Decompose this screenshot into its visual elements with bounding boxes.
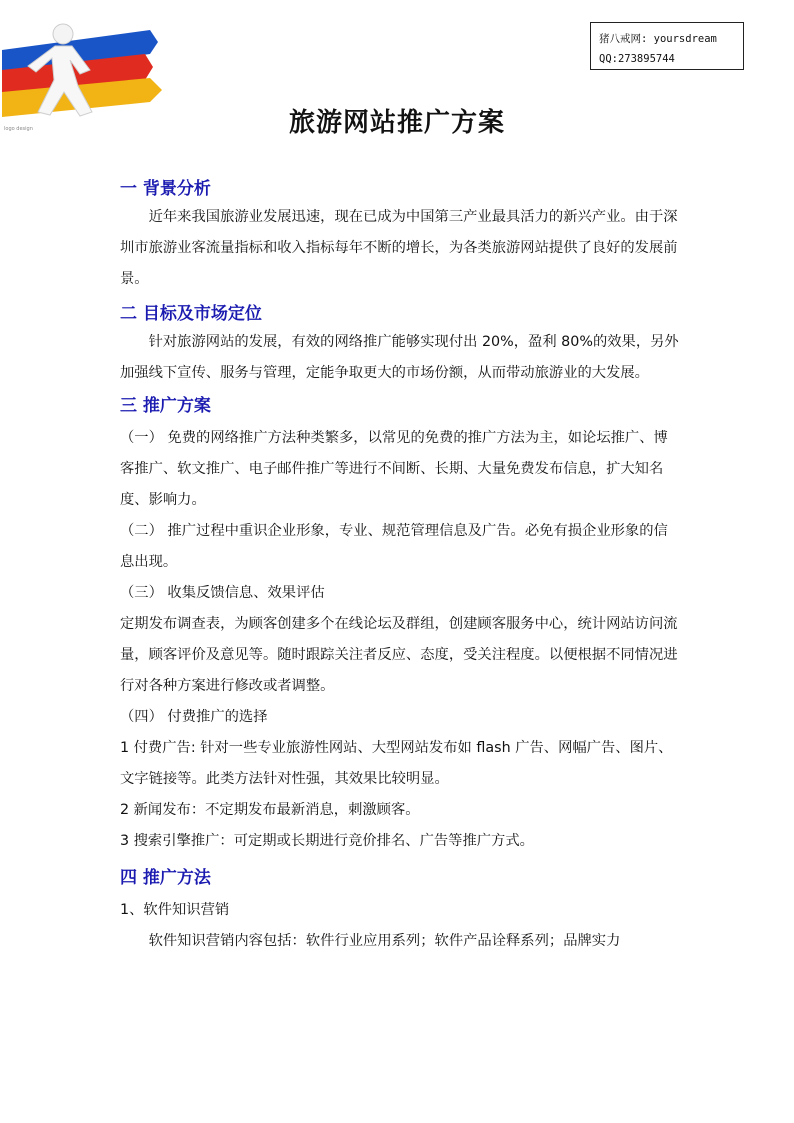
section-heading-2: 二 目标及市场定位 [120, 304, 262, 324]
paragraph: （四） 付费推广的选择 [120, 709, 268, 725]
paragraph: 3 搜索引擎推广：可定期或长期进行竞价排名、广告等推广方式。 [120, 833, 534, 849]
section-heading-1: 一 背景分析 [120, 179, 211, 199]
paragraph: 近年来我国旅游业发展迅速，现在已成为中国第三产业最具活力的新兴产业。由于深圳市旅游业客流量指标和收入指标每年不断的增长，为各类旅游网站提供了良好的发展前景。 [120, 209, 678, 287]
paragraph: （三） 收集反馈信息、效果评估 [120, 585, 325, 601]
paragraph: （二） 推广过程中重识企业形象，专业、规范管理信息及广告。必免有损企业形象的信息出现。 [120, 523, 668, 570]
paragraph: 软件知识营销内容包括：软件行业应用系列；软件产品诠释系列；品牌实力 [148, 933, 621, 949]
contact-line-1: 猪八戒网: yoursdream [599, 33, 717, 45]
paragraph: 定期发布调查表，为顾客创建多个在线论坛及群组，创建顾客服务中心，统计网站访问流量，顾客评价及意见等。随时跟踪关注者反应、态度，受关注程度。以便根据不同情况进行对各种方案进行修改或者调整。 [120, 616, 678, 694]
paragraph: （一） 免费的网络推广方法种类繁多，以常见的免费的推广方法为主，如论坛推广、博客推广、软文推广、电子邮件推广等进行不间断、长期、大量免费发布信息，扩大知名度、影响力。 [120, 430, 668, 508]
document-title: 旅游网站推广方案 [288, 108, 505, 138]
paragraph: 2 新闻发布：不定期发布最新消息，刺激顾客。 [120, 802, 420, 818]
document-body [120, 176, 680, 957]
section-heading-3: 三 推广方案 [120, 396, 211, 416]
svg-text:logo design: logo design [4, 126, 33, 132]
section-heading-4: 四 推广方法 [120, 868, 211, 888]
paragraph: 1、软件知识营销 [120, 902, 230, 918]
paragraph: 针对旅游网站的发展，有效的网络推广能够实现付出 20%，盈利 80%的效果，另外加强线下宣传、服务与管理，定能争取更大的市场份额，从而带动旅游业的大发展。 [120, 334, 679, 381]
paragraph: 1 付费广告: 针对一些专业旅游性网站、大型网站发布如 flash 广告、网幅广告、图片、文字链接等。此类方法针对性强，其效果比较明显。 [120, 740, 673, 787]
contact-line-2: QQ:273895744 [599, 53, 675, 65]
contact-box [590, 22, 744, 70]
